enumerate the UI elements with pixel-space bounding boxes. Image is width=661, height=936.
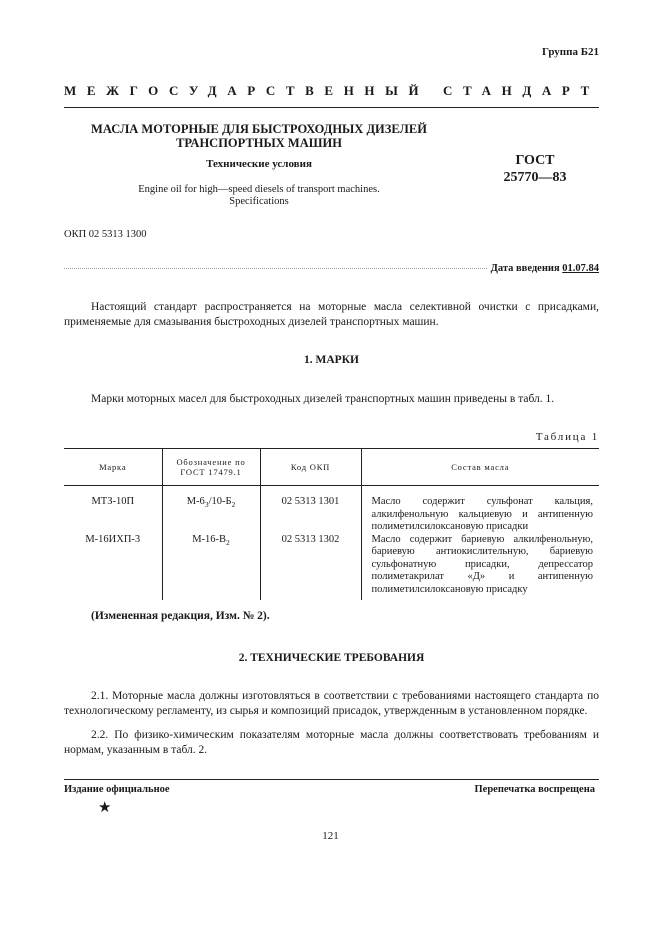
introduction-date (487, 263, 599, 274)
header-rule (64, 107, 599, 108)
designation-main: М-6 (186, 496, 205, 507)
english-title-line-2: Specifications (229, 196, 289, 207)
document-subtitle: Технические условия (206, 158, 312, 170)
cell-composition: Масло содержит сульфонат кальция, алкилфенольную кальциевую и антипенную полиметилсилоксановую присадки (361, 496, 599, 534)
cell-mark: МТЗ-10П (91, 496, 135, 507)
interstate-standard-banner: МЕЖГОСУДАРСТВЕННЫЙ СТАНДАРТ (64, 83, 600, 98)
header-designation (162, 449, 260, 486)
section-2-paragraph-1: 2.1. Моторные масла должны изготовляться в соответствии с требованиями настоящего стандарта по технологическому регламенту, из сырья и композиций присадок, утвержденным в установленном порядке. (64, 690, 599, 717)
gost-number-block (470, 152, 600, 186)
designation-middle: /10-Б (208, 496, 232, 507)
footer-rule (64, 779, 599, 780)
designation-main: М-16-В (192, 533, 227, 545)
document-title (64, 122, 454, 150)
cell-composition: Масло содержит бариевую алкилфенольную, бариевую антиокислительную, бариевую сульфонатную присадки, депрессатор полиметакрилат «Д» и антипенную полиметилсилоксановую присадку (361, 534, 599, 601)
title-line-1: МАСЛА МОТОРНЫЕ ДЛЯ БЫСТРОХОДНЫХ ДИЗЕЛЕЙ (91, 122, 427, 136)
header-designation-line-2: ГОСТ 17479.1 (180, 467, 242, 477)
section-1-heading: 1. МАРКИ (304, 354, 359, 366)
cell-designation (162, 496, 260, 534)
gost-number: 25770—83 (503, 170, 567, 185)
star-icon: ★ (98, 798, 112, 816)
section-2-paragraph-2: 2.2. По физико-химическим показателям моторные масла должны соответствовать требованиям и нормам, указанным в табл. 2. (64, 729, 599, 756)
table-spacer-row (64, 486, 599, 497)
official-edition-label: Издание официальное (64, 784, 170, 795)
table-1 (64, 448, 599, 600)
okp-code: ОКП 02 5313 1300 (64, 229, 147, 240)
table-1-caption: Таблица 1 (535, 431, 599, 443)
title-line-2: ТРАНСПОРТНЫХ МАШИН (176, 136, 342, 150)
header-composition: Состав масла (361, 449, 599, 486)
gost-label: ГОСТ (515, 153, 555, 168)
english-title (64, 184, 454, 208)
header-okp: Код ОКП (260, 449, 361, 486)
header-mark: Марка (64, 449, 162, 486)
cell-mark: М-16ИХП-3 (85, 533, 141, 545)
intro-paragraph: Настоящий стандарт распространяется на моторные масла селективной очистки с присадками, применяемые для смазывания быстроходных дизелей транспортных машин. (64, 301, 599, 328)
date-label: Дата введения (490, 263, 560, 274)
section-2-heading: 2. ТЕХНИЧЕСКИЕ ТРЕБОВАНИЯ (238, 652, 425, 664)
date-value: 01.07.84 (562, 263, 599, 274)
cell-okp: 02 5313 1302 (260, 534, 361, 601)
group-code: Группа Б21 (542, 46, 599, 58)
cell-okp: 02 5313 1301 (260, 496, 361, 534)
header-designation-line-1: Обозначение по (176, 457, 246, 467)
section-1-text: Марки моторных масел для быстроходных дизелей транспортных машин приведены в табл. 1. (91, 393, 555, 405)
table-row (64, 496, 599, 534)
designation-subscript: 2 (231, 500, 236, 510)
amendment-note: (Измененная редакция, Изм. № 2). (91, 610, 270, 622)
designation-subscript: 3 (204, 500, 209, 510)
designation-subscript: 2 (226, 537, 230, 547)
table-row (64, 534, 599, 601)
cell-designation (162, 534, 260, 601)
reprint-prohibited-label: Перепечатка воспрещена (474, 784, 595, 795)
table-header-row (64, 449, 599, 486)
english-title-line-1: Engine oil for high—speed diesels of transport machines. (138, 184, 380, 195)
page-number: 121 (322, 830, 339, 842)
